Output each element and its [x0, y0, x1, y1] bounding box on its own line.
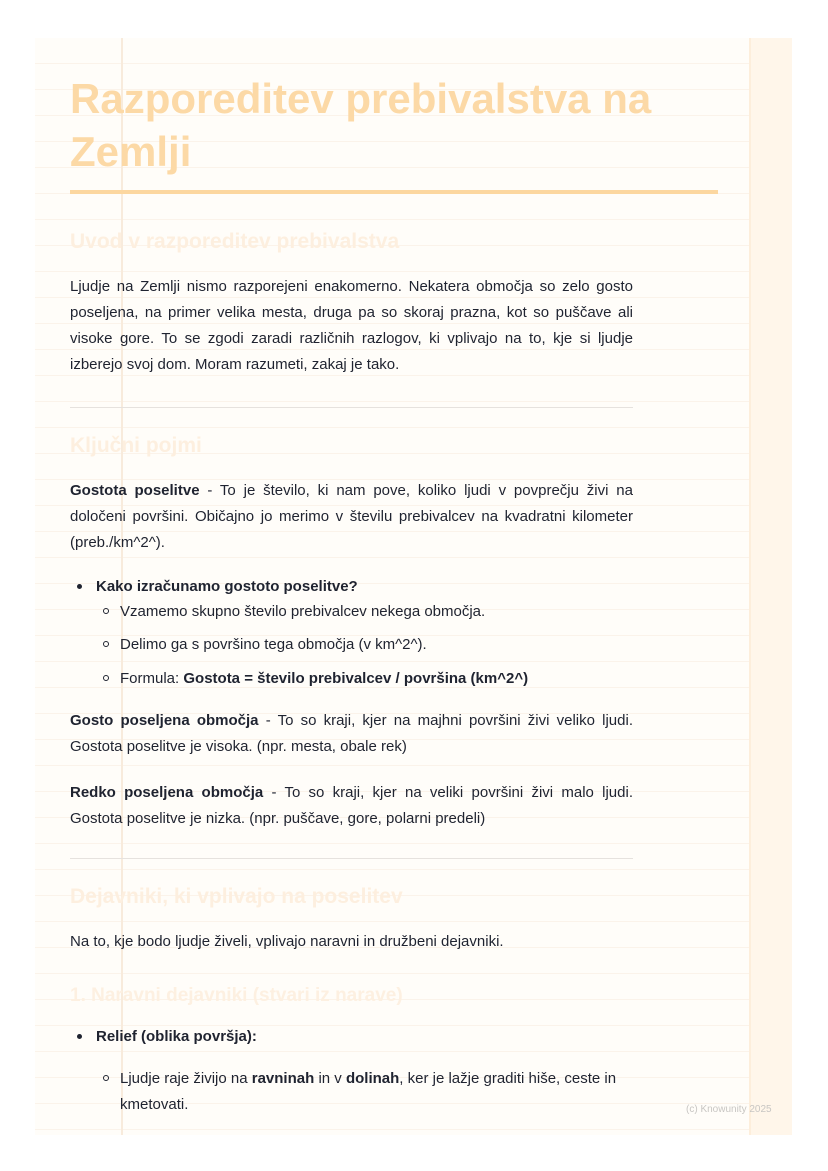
sub-list-item: [120, 1066, 635, 1118]
text: Ljudje raje živijo na: [120, 1070, 252, 1087]
right-margin-strip: [749, 38, 792, 1135]
bold-text: dolinah: [345, 1070, 400, 1087]
sparse-term: Redko poseljena območja: [70, 784, 264, 801]
list-item: Relief (oblika površja):: [96, 1024, 636, 1050]
dense-term: Gosto poseljena območja: [70, 712, 259, 729]
intro-paragraph: Ljudje na Zemlji nismo razporejeni enakomerno. Nekatera območja so zelo gosto poseljena, na primer velika mesta, druga pa so skoraj prazna, kot so puščave ali visoke gore. To se zgodi zaradi različnih razlogov, ki vplivajo na to, kje si ljudje izberejo svoj dom. Moram razumeti, zakaj je tako.: [70, 278, 633, 373]
density-text: - To je število, ki nam pove, koliko ljudi v povprečju živi na določeni površini. Običajno jo merimo v številu prebivalcev na kvadratni kilometer (preb./km^2^).: [70, 482, 633, 551]
heading-factors: Dejavniki, ki vplivajo na poselitev: [70, 885, 403, 908]
subheading-natural: 1. Naravni dejavniki (stvari iz narave): [70, 985, 403, 1006]
sparse-paragraph: [70, 780, 633, 832]
bold-text: ravninah: [251, 1070, 315, 1087]
density-paragraph: [70, 478, 633, 556]
heading-concepts: Ključni pojmi: [70, 434, 202, 457]
sparse-text: - To so kraji, kjer na veliki površini živi malo ljudi. Gostota poselitve je nizka. (npr. puščave, gore, polarni predeli): [70, 784, 633, 827]
sub-list-item: Delimo ga s površino tega območja (v km^2^).: [120, 632, 635, 658]
formula-label: Formula:: [120, 670, 184, 687]
title-underline: [70, 190, 718, 194]
copyright-footer: (c) Knowunity 2025: [686, 1104, 772, 1115]
sub-list-item: [120, 666, 635, 692]
divider: [70, 407, 633, 408]
dense-paragraph: [70, 708, 633, 760]
formula: Gostota = število prebivalcev / površina (km^2^): [183, 670, 529, 687]
text: , ker je lažje graditi hiše, ceste in kmetovati.: [120, 1070, 617, 1113]
factors-paragraph: Na to, kje bodo ljudje živeli, vplivajo naravni in družbeni dejavniki.: [70, 933, 504, 950]
text: in v: [314, 1070, 346, 1087]
sub-list-item: Vzamemo skupno število prebivalcev nekega območja.: [120, 599, 635, 625]
heading-intro: Uvod v razporeditev prebivalstva: [70, 230, 400, 253]
dense-text: - To so kraji, kjer na majhni površini živi veliko ljudi. Gostota poselitve je visoka. (npr. mesta, obale rek): [70, 712, 633, 755]
density-term: Gostota poselitve: [70, 482, 200, 499]
list-item: Kako izračunamo gostoto poselitve?: [96, 574, 636, 600]
page-title: Razporeditev prebivalstva na Zemlji: [70, 75, 652, 175]
divider: [70, 858, 633, 859]
